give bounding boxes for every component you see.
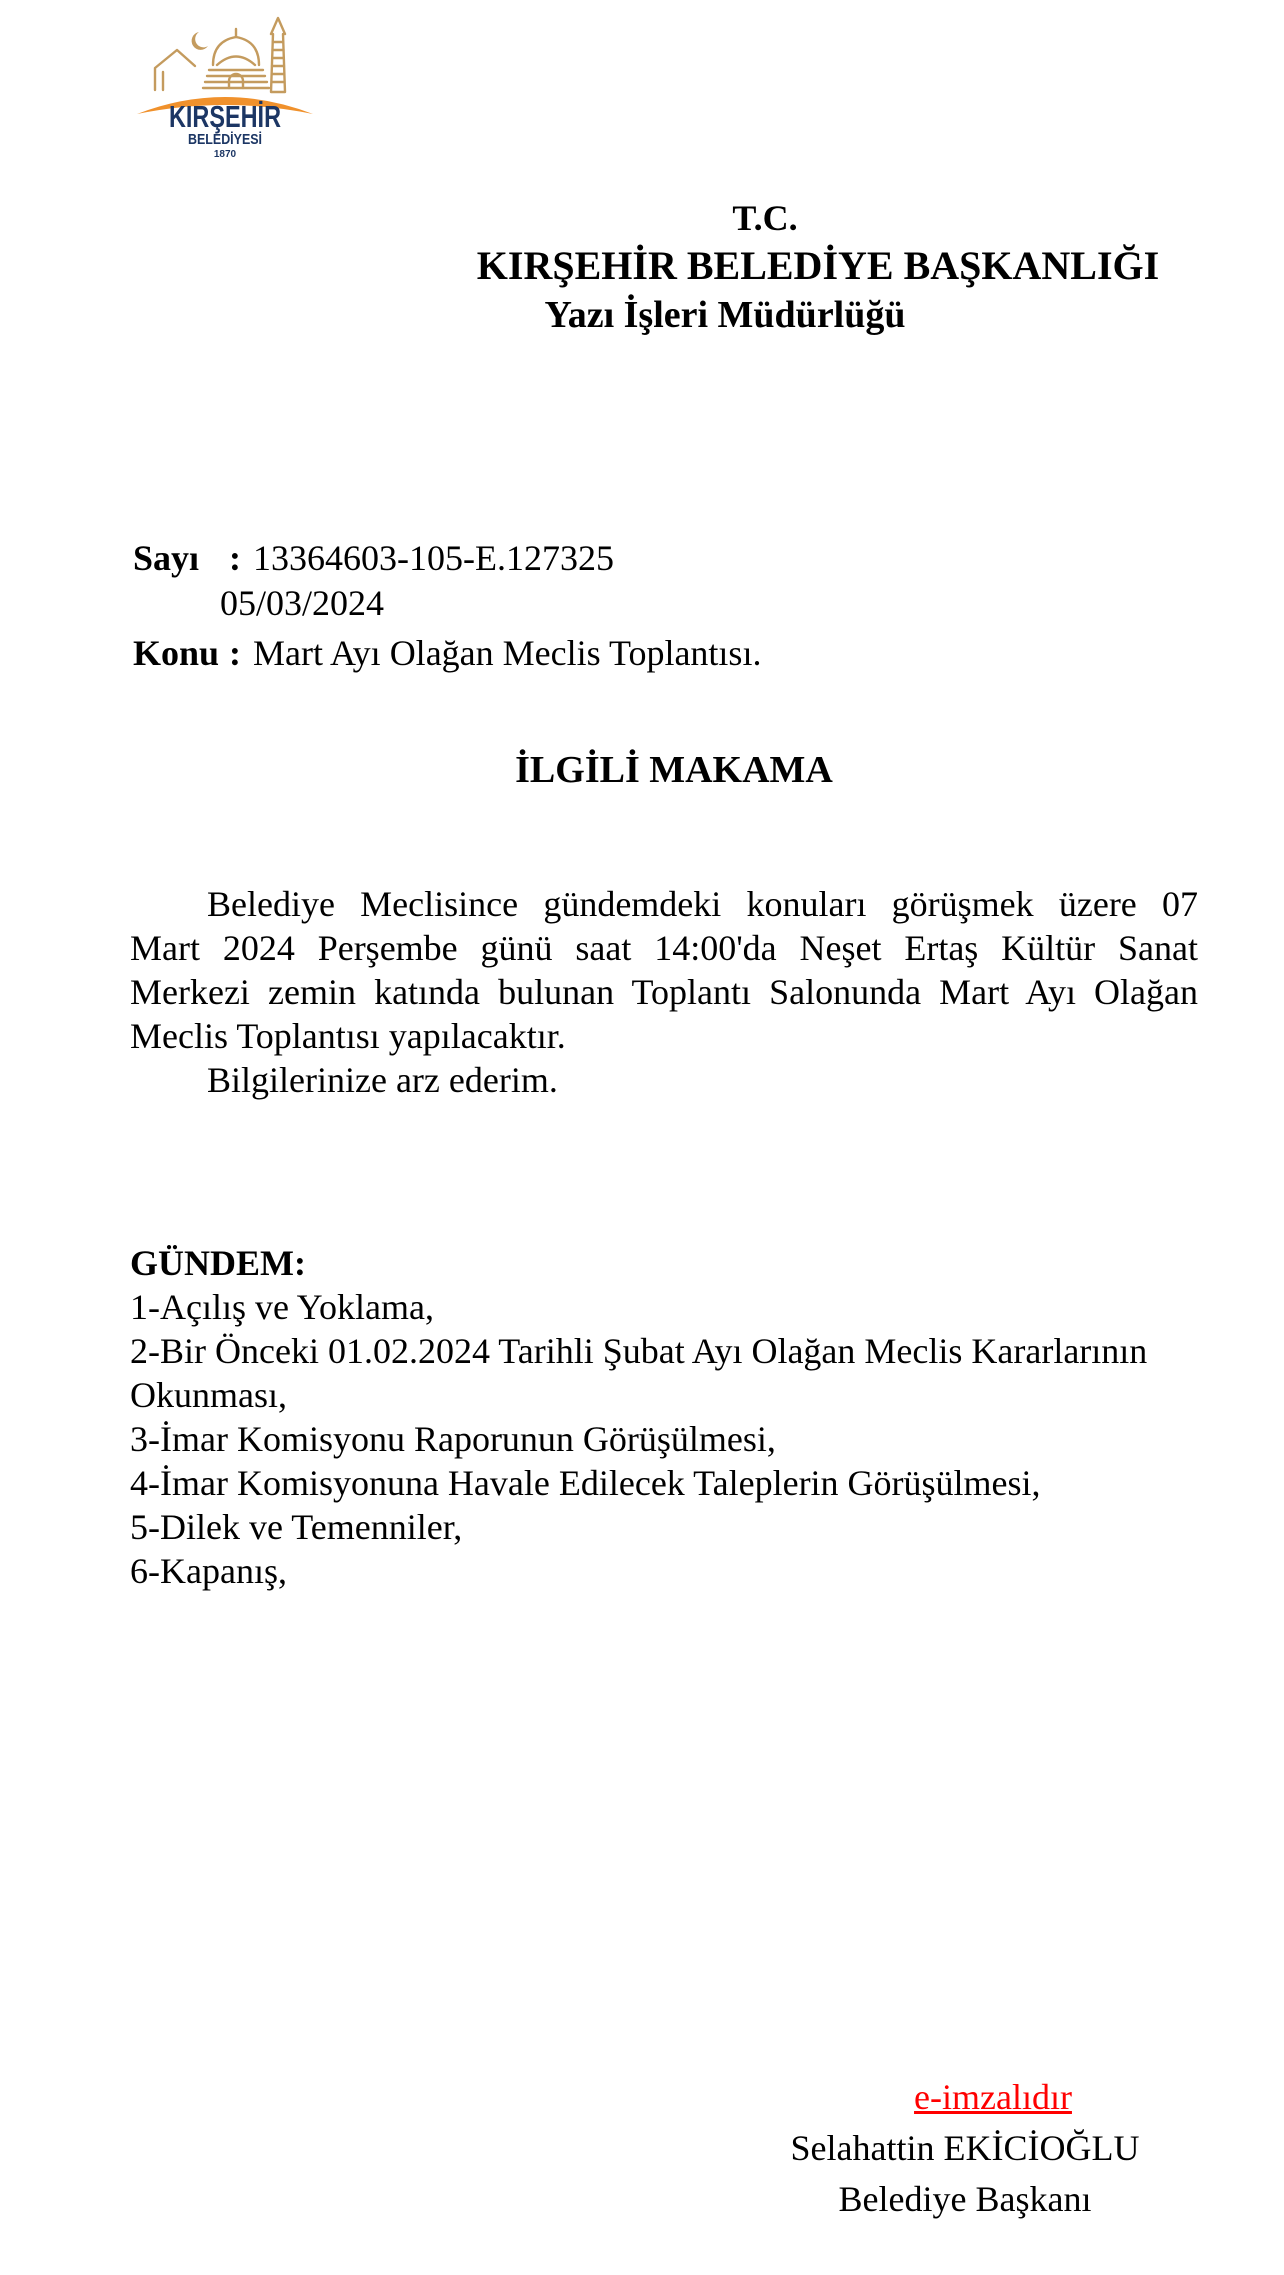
city-skyline-logo-icon [125,8,325,160]
signer-title: Belediye Başkanı [838,2179,1092,2219]
agenda-section [130,1241,1280,1593]
salutation-heading: İLGİLİ MAKAMA [515,749,833,791]
agenda-title: GÜNDEM: [130,1243,306,1283]
municipality-logo [125,8,325,165]
crescent-moon-icon [192,32,208,50]
body-line: Belediye Meclisince gündemdeki konuları görüşmek üzere 07 [207,884,1198,924]
header-republic-line: T.C. [732,198,798,238]
body-line: Merkezi zemin katında bulunan Toplantı Salonunda Mart Ayı Olağan [130,972,1198,1012]
konu-value: Mart Ayı Olağan Meclis Toplantısı. [253,633,762,673]
body-paragraph [130,882,1198,1102]
body-line: Meclis Toplantısı yapılacaktır. [130,1016,566,1056]
header-department-line: Yazı İşleri Müdürlüğü [544,294,906,336]
sayi-row [133,536,614,580]
dome-outline [213,37,259,65]
dome-inner-arch [217,57,255,66]
konu-label: Konu [133,633,220,673]
konu-row [133,631,761,675]
signer-name: Selahattin EKİCİOĞLU [790,2128,1140,2168]
body-line: Mart 2024 Perşembe günü saat 14:00'da Neşet Ertaş Kültür Sanat [130,928,1198,968]
agenda-item: 1-Açılış ve Yoklama, [130,1287,434,1327]
konu-colon: : [229,633,241,673]
agenda-item: 2-Bir Önceki 01.02.2024 Tarihli Şubat Ayı Olağan Meclis Kararlarının [130,1331,1148,1371]
minaret-cap [271,18,285,34]
sayi-label: Sayı [133,538,200,578]
agenda-item: 3-İmar Komisyonu Raporunun Görüşülmesi, [130,1419,776,1459]
agenda-item: 5-Dilek ve Temenniler, [130,1507,463,1547]
skyline-art [155,18,285,92]
agenda-item: 4-İmar Komisyonuna Havale Edilecek Taleplerin Görüşülmesi, [130,1463,1041,1503]
header-municipality-line: KIRŞEHİR BELEDİYE BAŞKANLIĞI [476,243,1160,288]
facade-lines [203,70,269,88]
logo-city-text: KIRŞEHİR [169,99,281,134]
sayi-colon: : [229,538,241,578]
document-date: 05/03/2024 [220,583,385,623]
logo-year-text: 1870 [213,149,237,160]
sayi-value: 13364603-105-E.127325 [253,538,614,578]
signature-block [665,2072,1265,2225]
house-shape [155,50,195,90]
body-closing-line: Bilgilerinize arz ederim. [207,1060,558,1100]
agenda-item-continuation: Okunması, [130,1375,287,1415]
logo-org-text: BELEDİYESİ [188,131,262,148]
e-signature-note: e-imzalıdır [914,2077,1072,2117]
agenda-item: 6-Kapanış, [130,1551,287,1591]
